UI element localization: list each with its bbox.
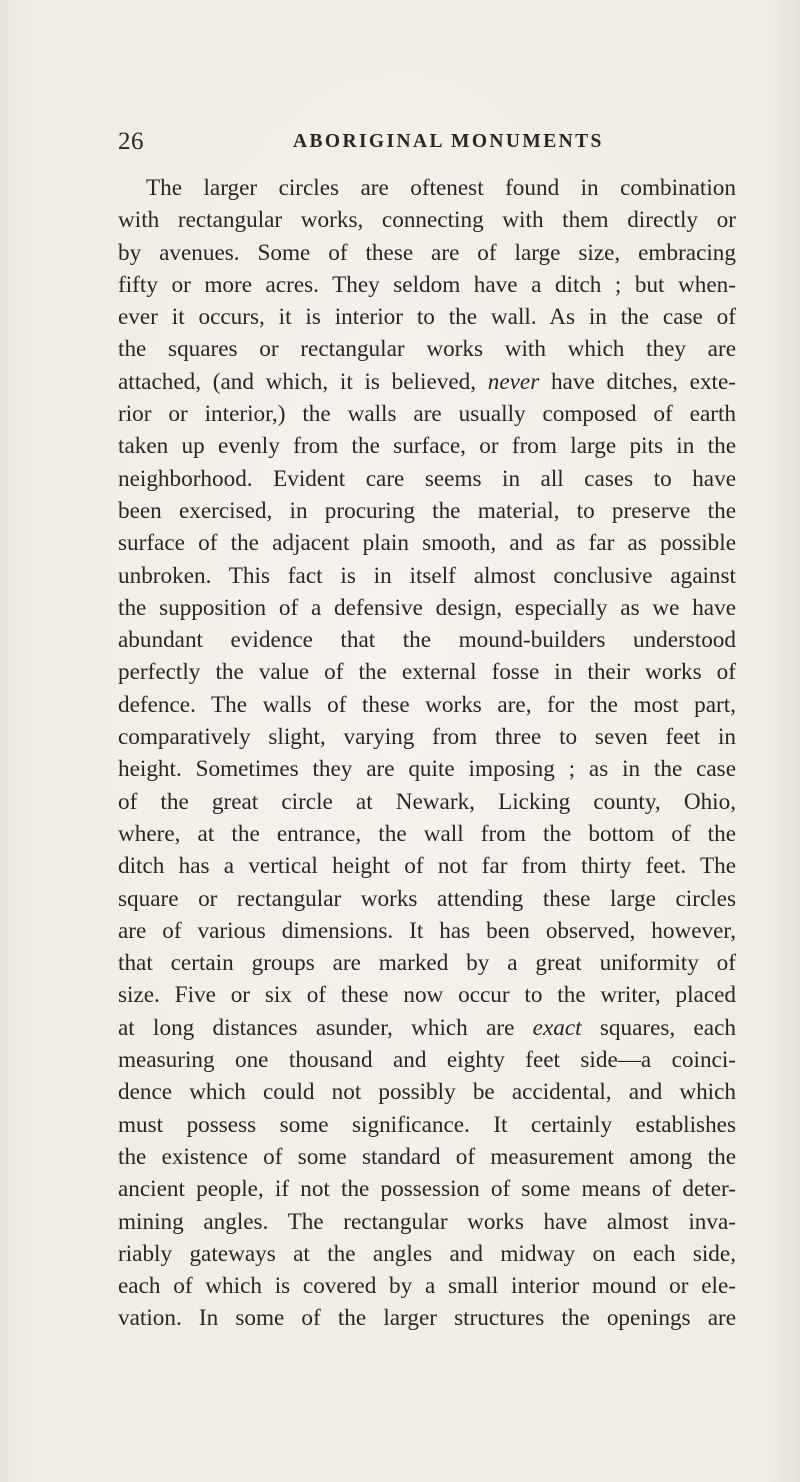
text-line: with rectangular works, connecting with them directly or <box>118 207 736 234</box>
text-line: the squares or rectangular works with which they are <box>118 336 736 363</box>
text-line: ever it occurs, it is interior to the wall. As in the case of <box>118 304 736 331</box>
text-line: rior or interior,) the walls are usually composed of earth <box>118 401 736 428</box>
text-line: measuring one thousand and eighty feet side—a coinci- <box>118 1047 736 1074</box>
text-line: are of various dimensions. It has been observed, however, <box>118 917 736 944</box>
text-line: surface of the adjacent plain smooth, and as far as possible <box>118 530 736 557</box>
page-number: 26 <box>118 128 144 155</box>
text-line: comparatively slight, varying from three to seven feet in <box>118 724 736 751</box>
running-title: ABORIGINAL MONUMENTS <box>293 131 604 152</box>
italic-word: exact <box>532 1014 582 1041</box>
text-line: where, at the entrance, the wall from the bottom of the <box>118 820 736 847</box>
italic-word: never <box>487 368 540 395</box>
text-line: taken up evenly from the surface, or from large pits in the <box>118 433 736 460</box>
text-line: unbroken. This fact is in itself almost conclusive against <box>118 562 736 589</box>
text-line: riably gateways at the angles and midway on each side, <box>118 1240 736 1267</box>
body-text <box>118 172 736 1335</box>
running-head <box>118 128 736 158</box>
text-line: the supposition of a defensive design, especially as we have <box>118 594 736 621</box>
text-line: of the great circle at Newark, Licking county, Ohio, <box>118 788 736 815</box>
text-line: The larger circles are oftenest found in combination <box>146 175 736 201</box>
text-line: fifty or more acres. They seldom have a ditch ; but when- <box>118 271 736 298</box>
text-line: at long distances asunder, which are exact squares, each <box>118 1014 736 1041</box>
text-line: must possess some significance. It certainly establishes <box>118 1111 736 1138</box>
text-line: neighborhood. Evident care seems in all cases to have <box>118 465 736 492</box>
text-line: by avenues. Some of these are of large size, embracing <box>118 239 736 266</box>
text-line: the existence of some standard of measurement among the <box>118 1143 736 1170</box>
text-line: that certain groups are marked by a great uniformity of <box>118 950 736 977</box>
text-line: mining angles. The rectangular works have almost inva- <box>118 1208 736 1235</box>
text-line: been exercised, in procuring the material, to preserve the <box>118 497 736 524</box>
text-line: ancient people, if not the possession of some means of deter- <box>118 1176 736 1203</box>
text-line: ditch has a vertical height of not far from thirty feet. The <box>118 853 736 880</box>
text-line: vation. In some of the larger structures the openings are <box>118 1305 736 1332</box>
text-line: height. Sometimes they are quite imposing ; as in the case <box>118 756 736 783</box>
text-line: square or rectangular works attending these large circles <box>118 885 736 912</box>
text-line: attached, (and which, it is believed, never have ditches, exte- <box>118 368 736 395</box>
text-line: abundant evidence that the mound-builders understood <box>118 627 736 654</box>
text-line: each of which is covered by a small interior mound or ele- <box>118 1273 736 1300</box>
text-line: size. Five or six of these now occur to the writer, placed <box>118 982 736 1009</box>
text-line: dence which could not possibly be accidental, and which <box>118 1079 736 1106</box>
text-line: perfectly the value of the external fosse in their works of <box>118 659 736 686</box>
text-line: defence. The walls of these works are, for the most part, <box>118 691 736 718</box>
